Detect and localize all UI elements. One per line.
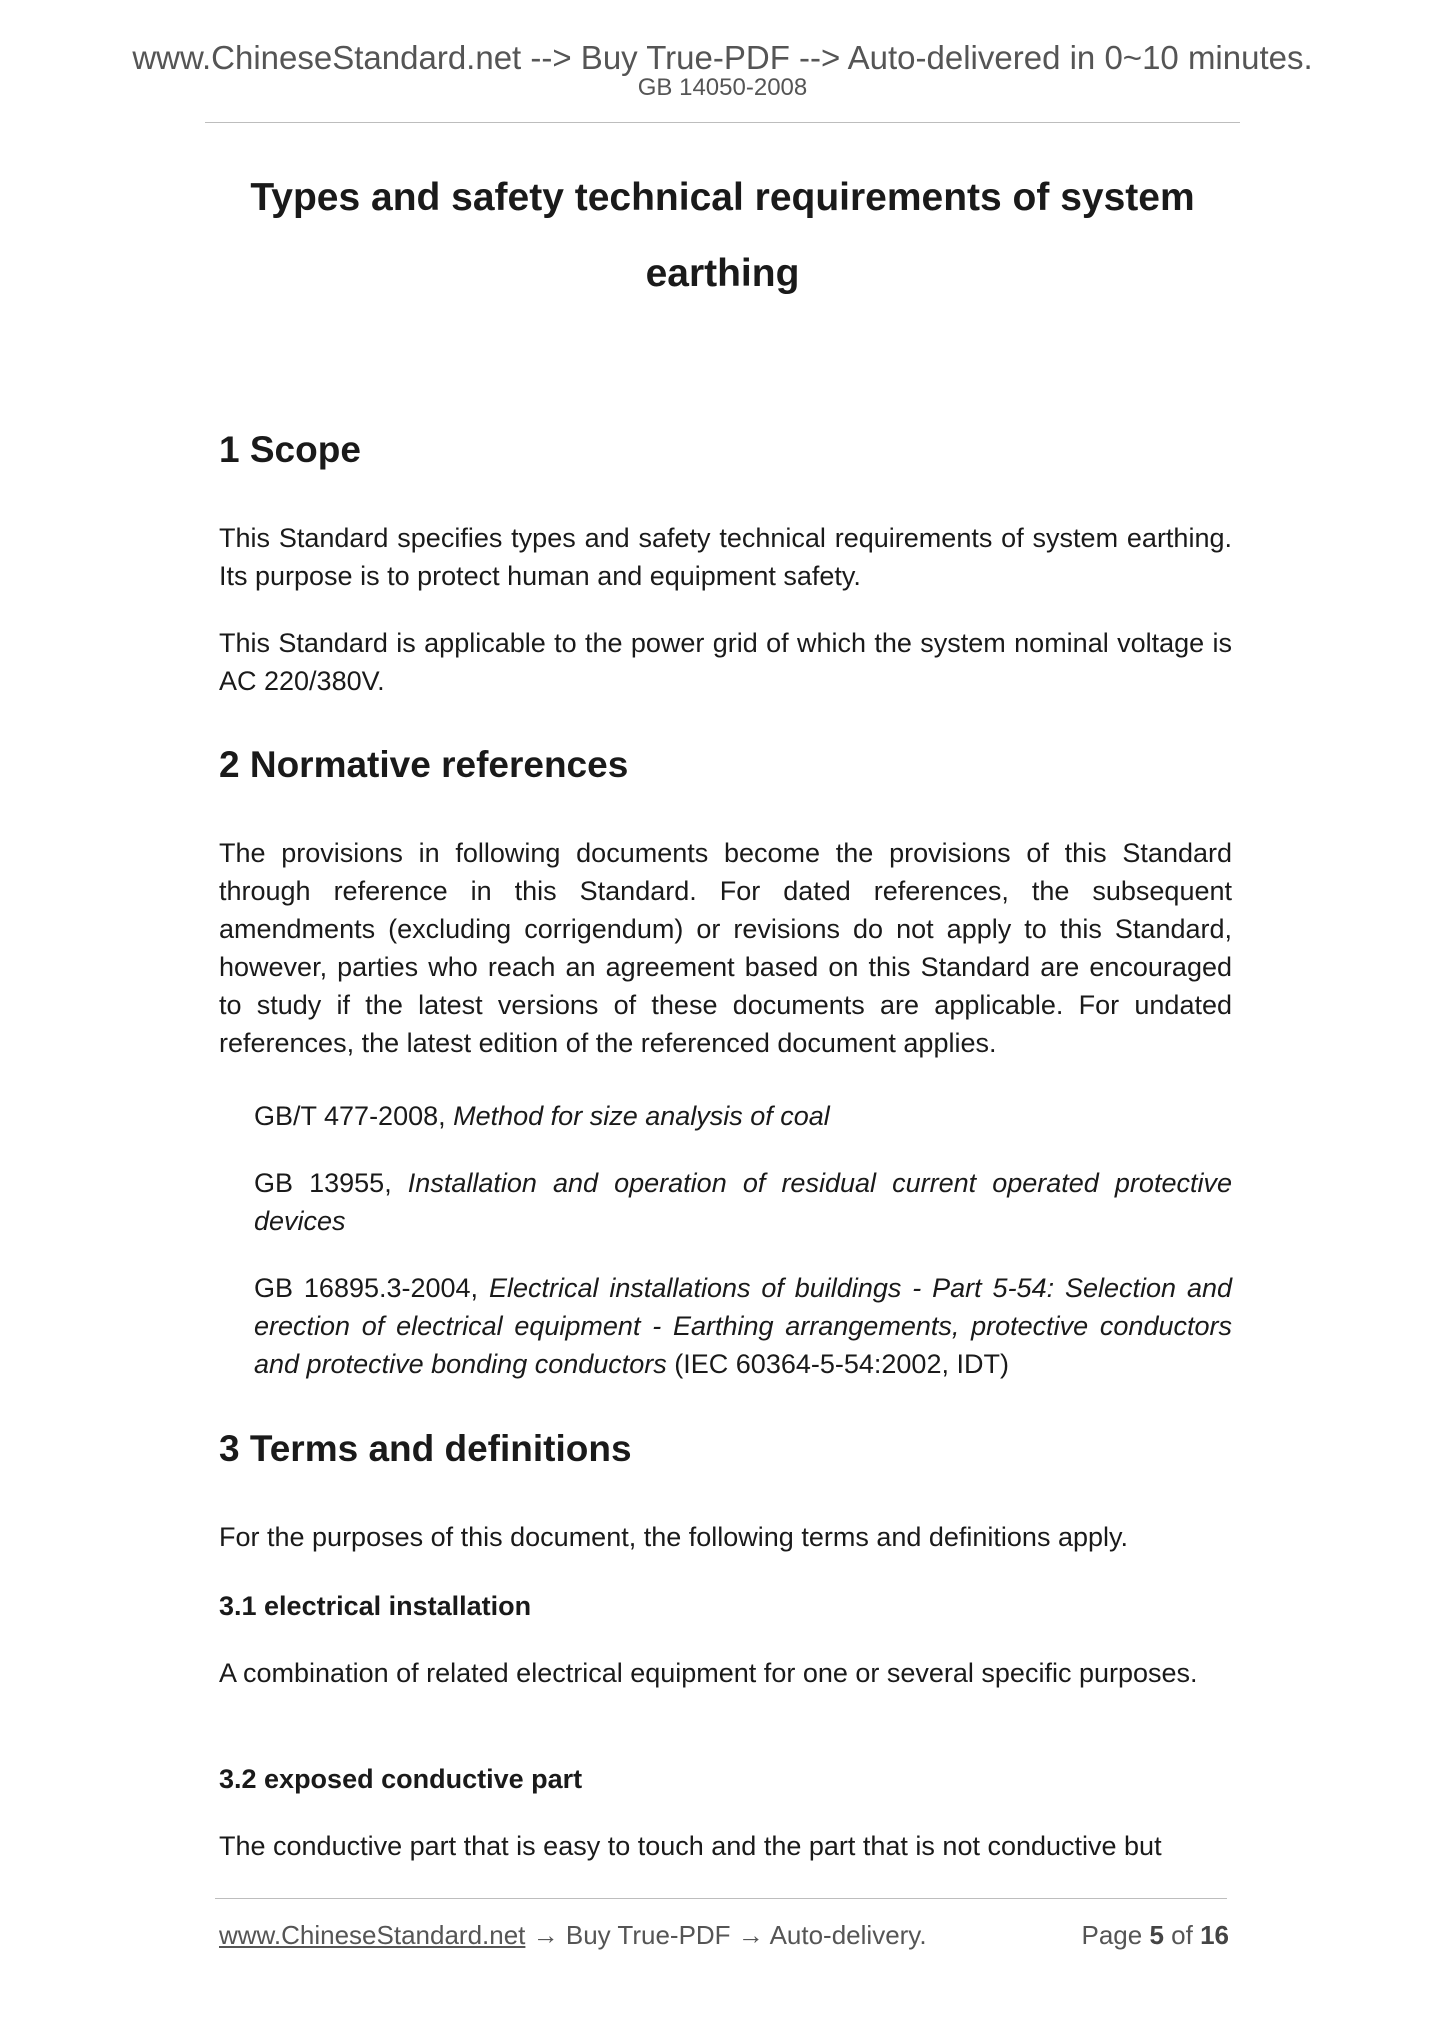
normative-intro-block	[219, 834, 1232, 1062]
footer-site-link[interactable]: www.ChineseStandard.net	[219, 1920, 526, 1950]
title-line-1: Types and safety technical requirements of system	[250, 176, 1195, 219]
reference-item-3	[219, 1269, 1232, 1383]
term-heading-3-2: 3.2 exposed conductive part	[219, 1764, 583, 1794]
terms-intro: For the purposes of this document, the following terms and definitions apply.	[219, 1522, 1128, 1552]
reference-title: Electrical installations of buildings - Part 5-54: Selection and erection of electrical equipment - Earthing arrangements, protective conductors and protective bonding conductors	[254, 1273, 1233, 1379]
section-heading-terms: 3 Terms and definitions	[219, 1428, 632, 1469]
page-number	[1081, 1918, 1229, 1952]
section-heading-scope: 1 Scope	[219, 429, 361, 470]
reference-code: GB 13955,	[254, 1168, 408, 1198]
reference-title: Method for size analysis of coal	[453, 1101, 830, 1131]
section-heading-normative: 2 Normative references	[219, 744, 629, 785]
scope-paragraph-2-block	[219, 624, 1232, 700]
reference-2	[219, 1164, 1232, 1240]
title-line-2: earthing	[645, 252, 800, 295]
footer-left	[219, 1918, 927, 1952]
normative-intro: The provisions in following documents become the provisions of this Standard through reference in this Standard. For dated references, the subsequent amendments (excluding corrigendum) or revisions do not apply to this Standard, however, parties who reach an agreement based on this Standard are encouraged to study if the latest versions of these documents are applicable. For undated references, the latest edition of the referenced document applies.	[219, 838, 1232, 1058]
reference-3	[219, 1269, 1232, 1383]
term-heading-3-1: 3.1 electrical installation	[219, 1591, 532, 1621]
term-3-2-definition-block	[219, 1827, 1232, 1865]
term-3-1-block	[219, 1589, 1232, 1623]
term-definition-3-1: A combination of related electrical equipment for one or several specific purposes.	[219, 1658, 1198, 1688]
term-3-1-definition-block	[219, 1654, 1232, 1692]
page-title	[205, 160, 1240, 312]
page-current: 5	[1149, 1920, 1164, 1950]
reference-code: GB/T 477-2008,	[254, 1101, 454, 1131]
footer-divider	[215, 1898, 1227, 1899]
scope-paragraph-2: This Standard is applicable to the power grid of which the system nominal voltage is AC 220/380V.	[219, 628, 1232, 696]
page-of-label: of	[1171, 1920, 1193, 1950]
page-label: Page	[1081, 1920, 1143, 1950]
section-normative	[219, 743, 1232, 787]
footer-tagline: → Buy True-PDF → Auto-delivery.	[525, 1920, 927, 1950]
doc-code: GB 14050-2008	[637, 74, 808, 101]
reference-suffix: (IEC 60364-5-54:2002, IDT)	[666, 1349, 1009, 1379]
term-3-2-block	[219, 1762, 1232, 1796]
header-divider	[205, 122, 1240, 123]
scope-paragraph-1-block	[219, 519, 1232, 595]
section-terms	[219, 1427, 1232, 1471]
reference-item-1	[219, 1097, 1232, 1135]
reference-item-2	[219, 1164, 1232, 1240]
top-banner: www.ChineseStandard.net --> Buy True-PDF --> Auto-delivered in 0~10 minutes.	[132, 39, 1313, 76]
terms-intro-block	[219, 1518, 1232, 1556]
page-total: 16	[1200, 1920, 1229, 1950]
term-definition-3-2: The conductive part that is easy to touch and the part that is not conductive but	[219, 1831, 1162, 1861]
reference-1	[219, 1097, 1232, 1135]
reference-code: GB 16895.3-2004,	[254, 1273, 489, 1303]
reference-title: Installation and operation of residual current operated protective devices	[254, 1168, 1232, 1236]
section-scope	[219, 428, 1232, 472]
scope-paragraph-1: This Standard specifies types and safety technical requirements of system earthing. Its purpose is to protect human and equipment safety.	[219, 523, 1232, 591]
